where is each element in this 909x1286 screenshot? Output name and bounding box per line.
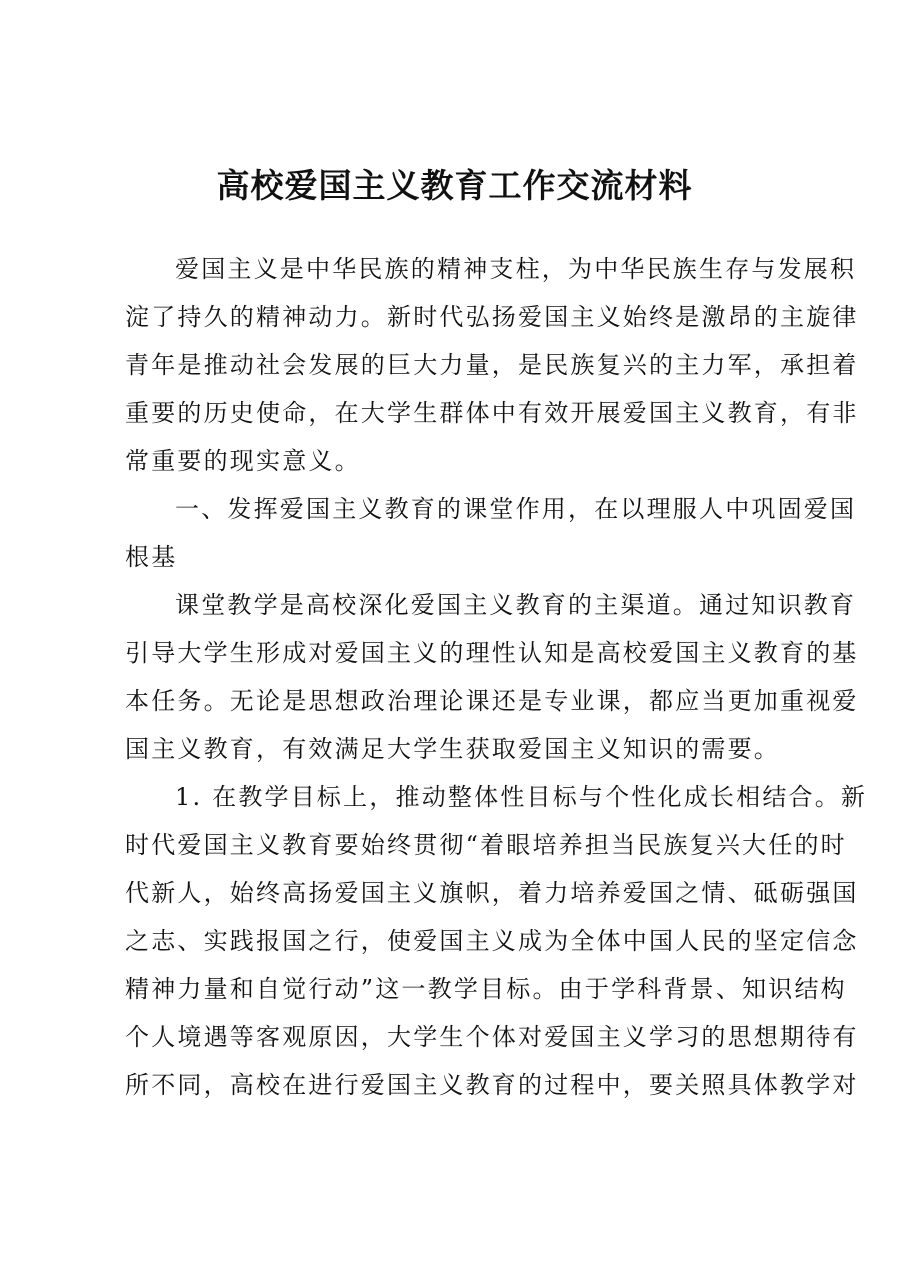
text-line: 国主义教育，有效满足大学生获取爱国主义知识的需要。 <box>125 735 780 763</box>
document-body <box>125 245 868 1109</box>
text-line: 之志、实践报国之行，使爱国主义成为全体中国人民的坚定信念 <box>125 927 859 955</box>
text-line: 本任务。无论是思想政治理论课还是专业课，都应当更加重视爱 <box>125 687 859 715</box>
text-line: 淀了持久的精神动力。新时代弘扬爱国主义始终是激昂的主旋律 <box>125 303 859 331</box>
text-line: 1. 在教学目标上，推动整体性目标与个性化成长相结合。新 <box>175 783 868 811</box>
document-title: 高校爱国主义教育工作交流材料 <box>216 166 693 205</box>
text-line: 常重要的现实意义。 <box>125 447 361 475</box>
text-line: 精神力量和自觉行动”这一教学目标。由于学科背景、知识结构 <box>125 975 847 1003</box>
text-line: 时代爱国主义教育要始终贯彻“着眼培养担当民族复兴大任的时 <box>125 831 847 859</box>
text-line: 代新人，始终高扬爱国主义旗帜，着力培养爱国之情、砥砺强国 <box>125 879 859 907</box>
text-line: 课堂教学是高校深化爱国主义教育的主渠道。通过知识教育 <box>175 591 857 619</box>
text-line: 青年是推动社会发展的巨大力量，是民族复兴的主力军，承担着 <box>125 351 859 379</box>
section-heading-line: 一、发挥爱国主义教育的课堂作用，在以理服人中巩固爱国 <box>175 495 857 523</box>
text-line: 所不同，高校在进行爱国主义教育的过程中，要关照具体教学对 <box>125 1071 859 1099</box>
text-line: 爱国主义是中华民族的精神支柱，为中华民族生存与发展积 <box>175 255 857 283</box>
text-line: 重要的历史使命，在大学生群体中有效开展爱国主义教育，有非 <box>125 399 859 427</box>
section-heading-line: 根基 <box>125 543 178 571</box>
text-line: 个人境遇等客观原因，大学生个体对爱国主义学习的思想期待有 <box>125 1023 859 1051</box>
text-line: 引导大学生形成对爱国主义的理性认知是高校爱国主义教育的基 <box>125 639 859 667</box>
